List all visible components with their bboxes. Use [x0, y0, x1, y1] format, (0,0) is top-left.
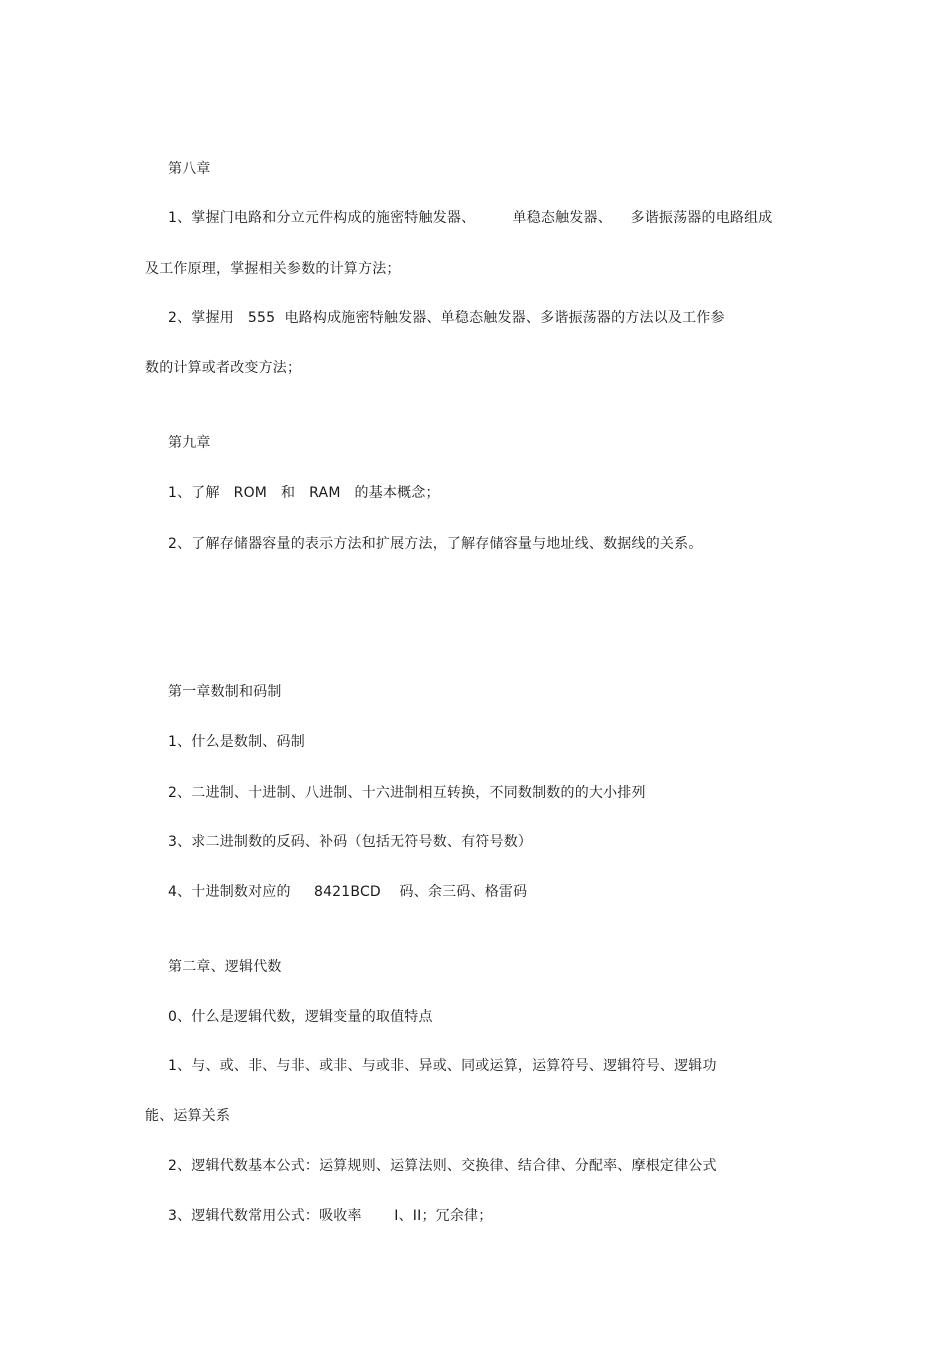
chapter-2-heading: 第二章、逻辑代数	[168, 959, 282, 975]
chapter-2-item-1-continued: 能、运算关系	[145, 1108, 231, 1124]
chapter-9-item-2: 2、了解存储器容量的表示方法和扩展方法，了解存储容量与地址线、数据线的关系。	[168, 536, 703, 552]
chapter-1-item-2: 2、二进制、十进制、八进制、十六进制相互转换，不同数制数的的大小排列	[168, 785, 646, 801]
chapter-8-item-1-continued: 及工作原理，掌握相关参数的计算方法；	[145, 261, 401, 277]
chapter-2-item-3: 3、逻辑代数常用公式：吸收率 I、II；冗余律；	[168, 1208, 493, 1224]
chapter-8-item-2-continued: 数的计算或者改变方法；	[145, 360, 302, 376]
chapter-2-item-2: 2、逻辑代数基本公式：运算规则、运算法则、交换律、结合律、分配率、摩根定律公式	[168, 1158, 717, 1174]
chapter-9-heading: 第九章	[168, 435, 211, 451]
chapter-2-item-1: 1、与、或、非、与非、或非、与或非、异或、同或运算，运算符号、逻辑符号、逻辑功	[168, 1058, 717, 1074]
chapter-8-item-2: 2、掌握用 555 电路构成施密特触发器、单稳态触发器、多谐振荡器的方法以及工作参	[168, 310, 725, 326]
chapter-1-item-3: 3、求二进制数的反码、补码（包括无符号数、有符号数）	[168, 834, 533, 850]
chapter-9-item-1: 1、了解 ROM 和 RAM 的基本概念；	[168, 485, 440, 501]
chapter-8-heading: 第八章	[168, 161, 211, 177]
chapter-1-heading: 第一章数制和码制	[168, 684, 282, 700]
chapter-1-item-1: 1、什么是数制、码制	[168, 734, 305, 750]
chapter-2-item-0: 0、什么是逻辑代数，逻辑变量的取值特点	[168, 1009, 433, 1025]
chapter-8-item-1: 1、掌握门电路和分立元件构成的施密特触发器、 单稳态触发器、 多谐振荡器的电路组成	[168, 210, 773, 226]
chapter-1-item-4: 4、十进制数对应的 8421BCD 码、余三码、格雷码	[168, 884, 528, 900]
